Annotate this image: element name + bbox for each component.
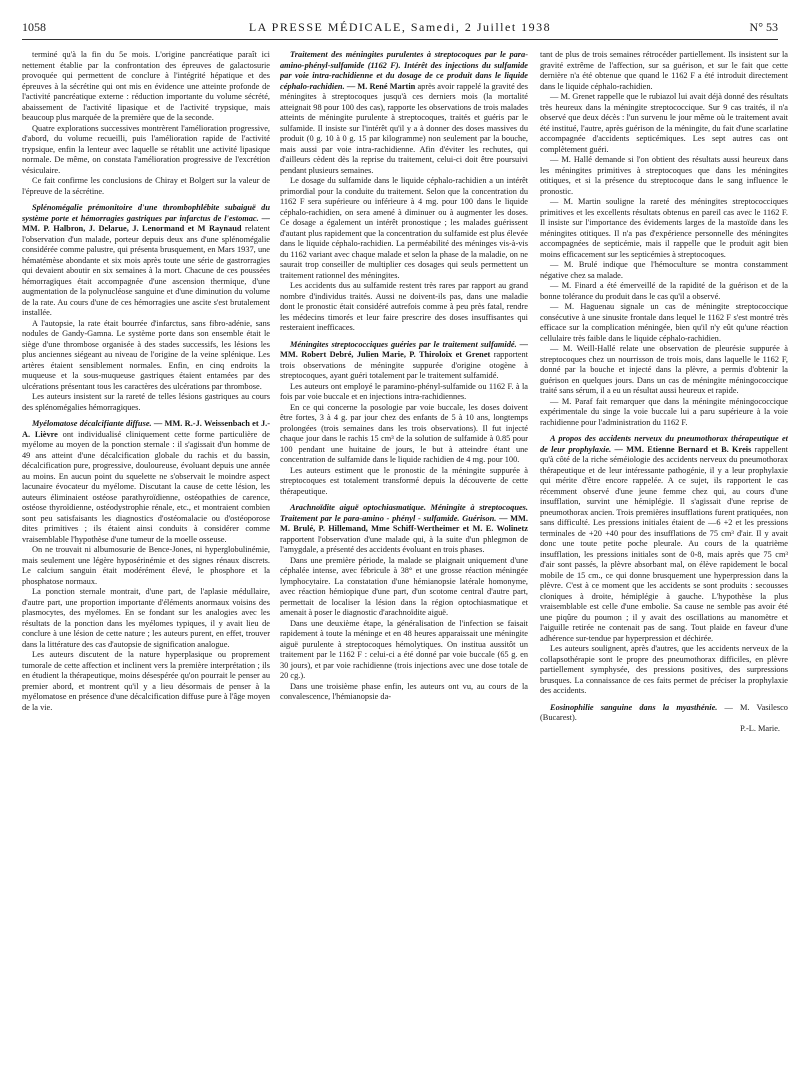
paragraph: Les auteurs ont employé le paramino-phényl-sulfamide ou 1162 F. à la fois par voie buccale et en injections intra-rachidiennes. bbox=[280, 381, 528, 401]
paragraph: Ce fait confirme les conclusions de Chiray et Bolgert sur la valeur de l'épreuve de la sécrétine. bbox=[22, 176, 270, 196]
paragraph: — M. Grenet rappelle que le rubiazol lui avait déjà donné des résultats très heureux dans la méningite streptococcique. Sur 9 cas traités, il n'a observé que deux décès : l'un survenu le jour même où le traitement avait été institué, l'autre, après guérison de la méningite, du fait d'une scarlatine accompagnée d'accidents septicémiques. Les sept autres cas ont complètement guéri. bbox=[540, 92, 788, 154]
paragraph: A l'autopsie, la rate était bourrée d'infarctus, sans fibro-adénie, sans nodules de Gandy-Gamna. Le système porte dans son ensemble était le siège d'une thrombose organisée à des stades successifs, les lésions les plus anciennes siégeant au niveau de l'origine de la veine splénique. Les artères étaient sensiblement normales. Enfin, en cinq endroits la muqueuse et la sous-muqueuse gastriques étaient entamées par des ulcérations présentant tous les caractères des ulcérations par thrombose. bbox=[22, 318, 270, 391]
paragraph: — M. Finard a été émerveillé de la rapidité de la guérison et de la bonne tolérance du produit dans le cas qu'il a observé. bbox=[540, 281, 788, 301]
section-heading bbox=[540, 703, 788, 724]
column-3 bbox=[540, 50, 788, 1070]
section-title: Traitement des méningites purulentes à streptocoques par le para-amino-phényl-sulfamide (1162 F). Intérêt des injections du sulfamide par voie intra-rachidienne et du dosage de ce produit dans le liquide céphalo-rachidien. bbox=[280, 50, 528, 91]
section-heading bbox=[280, 340, 528, 382]
paragraph: Les auteurs insistent sur la rareté de telles lésions gastriques au cours des splénomégalies hémorragiques. bbox=[22, 392, 270, 412]
paragraph: — M. Weill-Hallé relate une observation de pleurésie suppurée à streptocoques chez un nourrisson de trois mois, dans laquelle le 1162 F, donné par la bouche et injecté dans la plèvre, a permis d'obtenir la guérison en quelques jours. Dans un cas de méningite méningococcique traité sans sérum, il a eu un résultat aussi heureux et rapide. bbox=[540, 344, 788, 395]
authors: — MM. R.-J. Weissenbach et J.-A. Lièvre bbox=[22, 419, 270, 439]
paragraph: Les accidents dus au sulfamide restent très rares par rapport au grand nombre d'individus traités. Aussi ne doivent-ils pas, dans une maladie dont le pronostic était considéré autrefois comme à peu près fatal, rendre les médecins timorés et leur faire prescrire des doses insuffisantes qui resteraient inefficaces. bbox=[280, 281, 528, 332]
paragraph: rapportent l'observation d'une malade qui, à la suite d'un phlegmon de l'amygdale, a présenté des accidents évoluant en trois phases. bbox=[280, 534, 528, 554]
paragraph: — M. Brulé indique que l'hémoculture se montra constamment négative chez sa malade. bbox=[540, 260, 788, 280]
paragraph: — M. Martin souligne la rareté des méningites streptococciques primitives et les excellents résultats obtenus en pareil cas avec le 1162 F. Il insiste sur l'importance des évidements larges de la mastoïde dans les méningites otitiques. Il n'a pas d'expérience personnelle des méningites accompagnées de septicémie, mais il rappelle que le produit agit bien moins efficacement sur les septicémies à streptocoques. bbox=[540, 197, 788, 259]
paragraph: tant de plus de trois semaines rétrocéder partiellement. Ils insistent sur la gravité extrême de l'affection, sur sa guérison, et sur le fait que cette dernière n'a été obtenue que quand le 1162 F a été introduit directement dans le liquide céphalo-rachidien. bbox=[540, 50, 788, 91]
paragraph: — M. Paraf fait remarquer que dans la méningite méningococcique expérimentale du singe la voie buccale lui a paru supérieure à la voie rachidienne pour l'administration du 1162 F. bbox=[540, 396, 788, 427]
section-title: Myélomatose décalcifiante diffuse. bbox=[32, 419, 152, 428]
issue-number: N° 53 bbox=[749, 20, 778, 34]
authors: — MM. Robert Debré, Julien Marie, P. Thiroloix et Grenet bbox=[280, 339, 528, 359]
paragraph: — M. Hallé demande si l'on obtient des résultats aussi heureux dans les méningites primitives à streptocoques que dans les méningites otitiques, et si la présence du streptocoque dans le sang influence le pronostic. bbox=[540, 155, 788, 196]
paragraph: Dans une troisième phase enfin, les auteurs ont vu, au cours de la convalescence, l'hémianopsie da- bbox=[280, 681, 528, 701]
section-heading bbox=[540, 434, 788, 644]
section-title: Méningites streptococciques guéries par le traitement sulfamidé. bbox=[290, 339, 517, 349]
paragraph: — M. Haguenau signale un cas de méningite streptococcique consécutive à une sinusite frontale dans lequel le 1162 F s'est montré très efficace sur la complication méningée, bien qu'il n'y eût qu'une réaction cellulaire très faible dans le liquide céphalo-rachidien. bbox=[540, 302, 788, 343]
authors: — MM. P. Halbron, J. Delarue, J. Lenormand et M Raynaud bbox=[22, 213, 270, 233]
section-title: Arachnoïdite aiguë optochiasmatique. Méningite à streptocoques. Traitement par le para-amino - phényl - sulfamide. Guérison. bbox=[280, 503, 528, 523]
paragraph: relatent l'observation d'un malade, porteur depuis deux ans d'une splénomégalie considérée comme palustre, qui présenta brusquement, en Mars 1937, une hématémèse abondante et six mois après toute une série de gastrorragies qui devaient aboutir en six semaines à la mort. Chacune de ces poussées hémorragiques était accompagnée d'une ascension thermique, d'une augmentation de la polynucléose sanguine et d'une diminution du volume de la rate. Au cours d'une de ces hémorragies une ascite s'est brutalement installée. bbox=[22, 224, 270, 317]
paragraph: rappellent qu'à côté de la riche séméiologie des accidents nerveux du pneumothorax thérapeutique et de leur intéressante pathogénie, il y a leur prophylaxie qui mérite d'être encore rappelée. A ce sujet, ils rapportent le cas récemment observé d'une jeune femme chez qui, au cours d'une insufflation, survint une hémiplégie. Il s'agissait d'une reprise de pneumothorax ancien. Trois premières insufflations furent pratiquées, non sans difficulté. Les pressions initiales étaient de —6 +2 et les pressions terminales de +20 +40 pour des insufflations de 75 cm³ d'air. Il y avait donc une toute petite poche pleurale. Au cours de la quatrième insufflation, les pressions initiales sont de 0-8, mais après que 75 cm³ d'air sont passés, la plèvre absorbant mal, on élève rapidement le bocal mobile de 15 cm., ce qui donne brusquement une hyperpression dans la plèvre. C'est à ce moment que les accidents se sont produits : secousses cloniques à droite, hémiplégie à gauche. L'hypothèse la plus vraisemblable est celle d'une embolie. Sa cause ne semble pas avoir été une piqûre du poumon ; il y avait des oscillations au manomètre et l'aiguille retirée ne contenait pas de sang. Tout plaide en faveur d'une adhérence sur-tendue par hyperpression et déchirée. bbox=[540, 444, 788, 643]
section-heading bbox=[280, 503, 528, 556]
page-header bbox=[22, 20, 778, 40]
paragraph: Les auteurs estiment que le pronostic de la méningite suppurée à streptocoques est totalement transformé depuis la découverte de cette thérapeutique. bbox=[280, 465, 528, 496]
journal-title: LA PRESSE MÉDICALE, Samedi, 2 Juillet 1938 bbox=[248, 20, 552, 34]
column-1 bbox=[22, 50, 270, 1070]
paragraph: Dans une première période, la malade se plaignait uniquement d'une céphalée intense, avec fébricule à 38° et une grosse réaction méningée lymphocytaire. La constatation d'une hémianopsie latérale homonyme, avec réaction hémiopique d'une part, d'un scotome central d'autre part, permettait de localiser la lésion dans la région optochiasmatique et amenait à poser le diagnostic d'arachnoïdite aiguë. bbox=[280, 555, 528, 617]
section-title: Eosinophilie sanguine dans la myasthénie. bbox=[550, 702, 718, 712]
authors: — M. Vasilesco (Bucarest). bbox=[540, 702, 788, 722]
paragraph: terminé qu'à la fin du 5e mois. L'origine pancréatique paraît ici nettement établie par la confrontation des épreuves de galactosurie provoquée qui permettent de conclure à l'intégrité hépatique et des épreuves à la sécrétine qui ont mis en évidence une atteinte profonde de l'activité pancréatique externe : réduction importante du volume sécrété, abaissement de l'activité lipasique et de l'activité trypsique, mais beaucoup plus marquée de la première que de la seconde. bbox=[22, 50, 270, 122]
section-heading bbox=[22, 419, 270, 545]
paragraph: En ce qui concerne la posologie par voie buccale, les doses doivent être fortes, 3 à 4 g. par jour chez des enfants de 5 à 10 ans, longtemps prolongées (trois semaines dans les trois observations). Il fut injecté chaque jour dans le rachis 15 cm³ de la solution de sulfamide à 0.85 pour 100 pendant une huitaine de jours, le but à atteindre étant une concentration de sulfamide dans le liquide rachidien de 4 mg. pour 100. bbox=[280, 402, 528, 464]
signature: P.-L. Marie. bbox=[740, 723, 780, 733]
paragraph: rapportent trois observations de méningite suppurée d'origine otogène à streptocoques, ayant guéri totalement par le traitement sulfamidé. bbox=[280, 350, 528, 380]
paragraph: Dans une deuxième étape, la généralisation de l'infection se faisait rapidement à toute la méninge et en 48 heures apparaissait une méningite aiguë purulente à streptocoques hémolytiques. On institua aussitôt un traitement par le 1162 F : celui-ci a été donné par voie buccale (65 g. en 30 jours), et par voie rachidienne (trois injections avec une dose totale de 20 cg.). bbox=[280, 618, 528, 680]
column-2 bbox=[280, 50, 528, 1070]
section-heading bbox=[22, 203, 270, 319]
paragraph: Les auteurs discutent de la nature hyperplasique ou proprement tumorale de cette affection et inclinent vers la première interprétation ; ils en étudient la thérapeutique, moins désespérée qu'on pourrait le penser au premier abord, et montrent qu'il y a lieu désormais de penser à la myélomatose en présence d'une décalcification diffuse pure à l'âge moyen de la vie. bbox=[22, 650, 270, 712]
paragraph: Quatre explorations successives montrèrent l'amélioration progressive, d'abord, du volume recueilli, puis l'amélioration rapide de l'activité trypsique, enfin la lenteur avec laquelle se rétablit une activité lipasique normale. De même, on constata l'amélioration progressive de l'excrétion vésiculaire. bbox=[22, 123, 270, 175]
paragraph: après avoir rappelé la gravité des méningites à streptocoques jusqu'à ces derniers mois (la mortalité atteignait 98 pour 100 des cas), rapporte les observations de trois malades atteints de méningite purulente à streptocoques, traités et guéris par le sulfamide. Il insiste sur l'intérêt qu'il y a à donner des doses massives du produit (0 g. 10 à 0 g. 15 par kilogramme) non seulement par la bouche, mais aussi par voie intra-rachidienne. Afin d'éviter les rechutes, qui d'ailleurs cèdent dès la reprise du traitement, celui-ci doit être poursuivi pendant plusieurs semaines. bbox=[280, 81, 528, 175]
paragraph: On ne trouvait ni albumosurie de Bence-Jones, ni hyperglobulinémie, mais seulement une légère hyposérinémie et des signes rénaux discrets. Le calcium sanguin était modérément élevé, le phosphore et la phosphatose normaux. bbox=[22, 545, 270, 586]
section-title: Splénomégalie prémonitoire d'une thrombophlébite subaiguë du système porte et hémorragies gastriques par infarctus de l'estomac. bbox=[22, 203, 270, 223]
authors: — MM. M. Brulé, P. Hillemand, Mme Schiff-Wertheimer et M. E. Wolinetz bbox=[280, 513, 528, 533]
paragraph: ont individualisé cliniquement cette forme particulière de myélome au moyen de la ponction sternale : il s'agissait d'un homme de 49 ans atteint d'une décalcification globale du rachis et du bassin, décalcification pure, progressive, douloureuse, évoluant depuis une année au moins. En aucun point du squelette ne s'observait le moindre aspect lacunaire évocateur du myélome. Discutant la cause de cette lésion, les auteurs éliminaient ostéose parathyroïdienne, ostéopathies de carence, ostéose thyroïdienne, ostéodystrophie rénale, etc., et montraient combien sont peu satisfaisants les diagnostics d'ostéomalacie ou d'ostéoporose dites primitives ; ils étaient ainsi conduits à considérer comme vraisemblable l'hypothèse d'une tumeur de la moelle osseuse. bbox=[22, 429, 270, 544]
paragraph: Le dosage du sulfamide dans le liquide céphalo-rachidien a un intérêt primordial pour la conduite du traitement. Selon que la concentration du 1162 F sera supérieure ou inférieure à 4 mg. pour 100 dans le liquide céphalo-rachidien, on sera amené à diminuer ou à augmenter les doses. Ce dosage a également un intérêt pronostique ; les malades guérissent d'autant plus rapidement que la concentration du sulfamide est plus élevée dans le liquide céphalo-rachidien. La perméabilité des méninges vis-à-vis du 1162 variant avec chaque malade et selon la phase de la maladie, on ne saurait trop conseiller de multiplier ces dosages qui seuls permettent un traitement rationnel des méningites. bbox=[280, 176, 528, 280]
section-heading bbox=[280, 50, 528, 176]
authors: — M. René Martin bbox=[346, 81, 416, 91]
page-number: 1058 bbox=[22, 20, 46, 34]
paragraph: Les auteurs soulignent, après d'autres, que les accidents nerveux de la collapsothérapie sont le propre des pneumothorax difficiles, en plèvre partiellement symphysée, des pressions positives, des surpressions brusques. La connaissance de ces faits permet de préciser la prophylaxie des accidents. bbox=[540, 644, 788, 695]
section-title: A propos des accidents nerveux du pneumothorax thérapeutique et de leur prophylaxie. bbox=[540, 434, 788, 454]
authors: — MM. Etienne Bernard et B. Kreis bbox=[614, 444, 752, 454]
paragraph: La ponction sternale montrait, d'une part, de l'aplasie médullaire, d'autre part, une proportion importante d'éléments anormaux voisins des plasmocytes, des myélomes. En se fondant sur les analogies avec les résultats de la ponction dans les myélomes typiques, il y avait lieu de conclure à une lésion de cette nature ; les auteurs purent, en effet, trouver dans la littérature des cas d'autopsie de signification analogue. bbox=[22, 587, 270, 649]
